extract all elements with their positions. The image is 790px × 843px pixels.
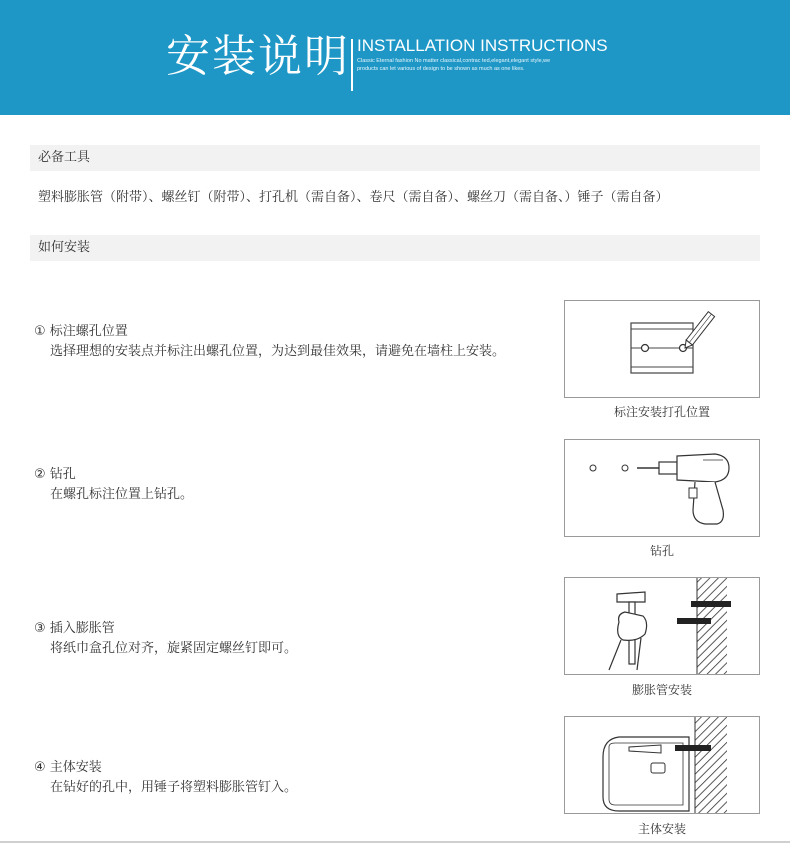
step-2-description: 在螺孔标注位置上钻孔。: [50, 487, 194, 502]
step-4-illustration: [564, 716, 760, 814]
hammer-icon: [565, 578, 759, 674]
dispenser-icon: [565, 717, 759, 813]
step-4-description: 在钻好的孔中，用锤子将塑料膨胀管钉入。: [50, 780, 298, 795]
pencil-mark-icon: [565, 301, 759, 397]
page-title-english: INSTALLATION INSTRUCTIONS: [357, 36, 608, 55]
step-1-illustration: [564, 300, 760, 398]
step-4-caption: 主体安装: [637, 822, 686, 836]
step-1-title: ① 标注螺孔位置: [34, 324, 128, 339]
step-4-title: ④ 主体安装: [34, 760, 102, 775]
title-divider: [351, 39, 353, 91]
banner-subtitle: Classic Eternal fashion No matter classical,contrac ted,elegant,elegant style,we products can let various of design to be shown as much as one likes.: [357, 58, 551, 72]
drill-icon: [565, 440, 759, 536]
header-banner: [0, 0, 790, 115]
step-2-title: ② 钻孔: [34, 467, 76, 482]
step-3-description: 将纸巾盒孔位对齐，旋紧固定螺丝钉即可。: [50, 641, 298, 656]
step-2-illustration: [564, 439, 760, 537]
step-3-caption: 膨胀管安装: [631, 683, 692, 697]
step-3-title: ③ 插入膨胀管: [34, 621, 115, 636]
step-3-illustration: [564, 577, 760, 675]
page-title: 安装说明: [166, 31, 350, 82]
step-2-caption: 钻孔: [649, 544, 674, 558]
step-1-description: 选择理想的安装点并标注出螺孔位置，为达到最佳效果，请避免在墙柱上安装。: [50, 344, 506, 359]
tools-list: 塑料膨胀管（附带）、螺丝钉（附带）、打孔机（需自备）、卷尺（需自备）、螺丝刀（需自备、）锤子（需自备）: [38, 190, 669, 205]
tools-section-heading: 必备工具: [30, 145, 760, 171]
install-section-heading: 如何安装: [30, 235, 760, 261]
step-1-caption: 标注安装打孔位置: [613, 405, 710, 419]
